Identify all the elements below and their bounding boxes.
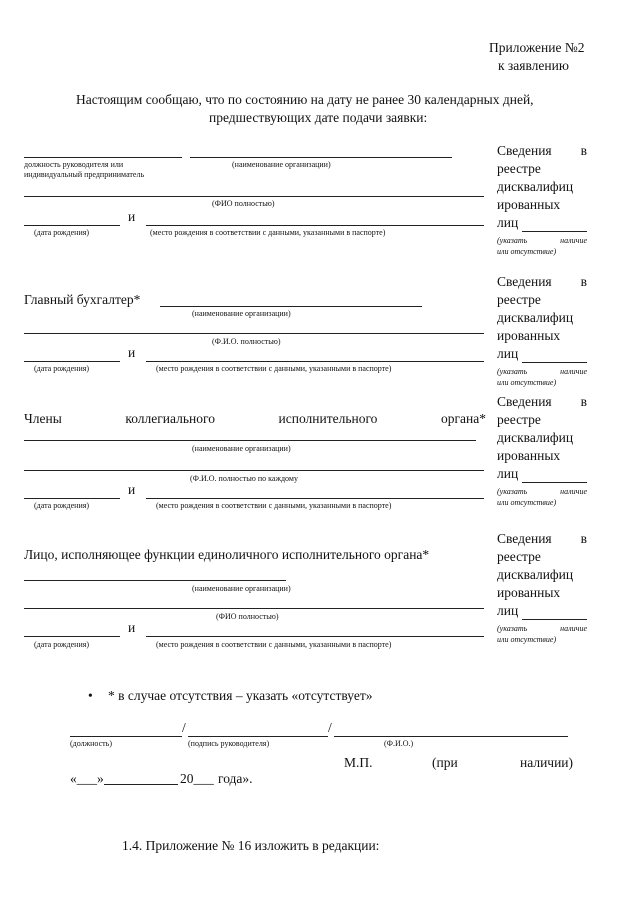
disq-word: в <box>580 531 587 546</box>
fio-field[interactable] <box>24 470 484 471</box>
disq-note: или отсутствие) <box>497 247 557 256</box>
disq-input-line[interactable] <box>522 607 587 620</box>
disq-note: наличие <box>560 624 587 633</box>
organization-caption: (наименование организации) <box>232 160 331 169</box>
disq-word: ированных <box>497 448 561 463</box>
and-label: и <box>128 482 136 497</box>
amendment-text: 1.4. Приложение № 16 изложить в редакции: <box>122 838 380 853</box>
disq-word: Сведения <box>497 274 552 289</box>
disq-word: дисквалифиц <box>497 179 574 194</box>
intro-line-2: предшествующих дате подачи заявки: <box>209 110 428 125</box>
fio-caption: (Ф.И.О. полностью по каждому <box>190 474 298 483</box>
fio-caption: (ФИО полностью) <box>216 612 279 621</box>
collegial-word: Члены <box>24 411 62 426</box>
birth-place-caption: (место рождения в соответствии с данными, указанными в паспорте) <box>156 640 392 649</box>
date-suffix: года». <box>218 771 253 786</box>
disq-word: Сведения <box>497 143 552 158</box>
disq-word: Сведения <box>497 394 552 409</box>
disq-word: Сведения <box>497 531 552 546</box>
sole-executive-label: Лицо, исполняющее функции единоличного исполнительного органа* <box>24 547 430 562</box>
birth-place-field[interactable] <box>146 225 484 226</box>
and-label: и <box>128 209 136 224</box>
disq-input-line[interactable] <box>522 350 587 363</box>
organization-field[interactable] <box>160 306 422 307</box>
birth-place-field[interactable] <box>146 636 484 637</box>
collegial-word: органа* <box>440 411 486 426</box>
birth-place-caption: (место рождения в соответствии с данными, указанными в паспорте) <box>150 228 386 237</box>
position-field[interactable] <box>24 157 182 158</box>
stamp-note-end: наличии) <box>520 755 574 770</box>
appendix-number: Приложение №2 <box>489 40 585 55</box>
disq-word: лиц <box>497 466 519 481</box>
disq-word: ированных <box>497 197 561 212</box>
date-day-field[interactable]: «___» <box>70 771 104 786</box>
fio-caption: (Ф.И.О.) <box>384 739 414 748</box>
signature-field[interactable] <box>188 736 328 737</box>
disq-word: дисквалифиц <box>497 430 574 445</box>
fio-field[interactable] <box>24 333 484 334</box>
disq-input-line[interactable] <box>522 219 587 232</box>
birth-place-caption: (место рождения в соответствии с данными, указанными в паспорте) <box>156 364 392 373</box>
disq-note: наличие <box>560 236 587 245</box>
signer-position-field[interactable] <box>70 736 182 737</box>
birth-date-field[interactable] <box>24 225 120 226</box>
separator-slash: / <box>182 720 186 735</box>
disq-note: (указать <box>497 236 528 245</box>
stamp-note: (при <box>432 755 458 770</box>
birth-date-caption: (дата рождения) <box>34 228 90 237</box>
disq-word: в <box>580 143 587 158</box>
organization-field[interactable] <box>190 157 452 158</box>
and-label: и <box>128 620 136 635</box>
signature-caption: (подпись руководителя) <box>188 739 270 748</box>
disq-block-3 <box>497 393 587 508</box>
chief-accountant-label: Главный бухгалтер* <box>24 292 141 307</box>
disq-block-4 <box>497 530 587 645</box>
disq-word: лиц <box>497 346 519 361</box>
disq-input-line[interactable] <box>522 470 587 483</box>
organization-caption: (наименование организации) <box>192 309 291 318</box>
disq-note: или отсутствие) <box>497 498 557 507</box>
position-caption: (должность) <box>70 739 112 748</box>
disq-word: дисквалифиц <box>497 567 574 582</box>
fio-caption: (ФИО полностью) <box>212 199 275 208</box>
organization-caption: (наименование организации) <box>192 444 291 453</box>
organization-field[interactable] <box>24 580 286 581</box>
disq-note: (указать <box>497 487 528 496</box>
disq-word: лиц <box>497 215 519 230</box>
note-bullet: • <box>88 688 93 703</box>
disq-word: ированных <box>497 585 561 600</box>
fio-field[interactable] <box>24 196 484 197</box>
disq-note: наличие <box>560 367 587 376</box>
signer-fio-field[interactable] <box>334 736 568 737</box>
birth-date-caption: (дата рождения) <box>34 501 90 510</box>
and-label: и <box>128 345 136 360</box>
birth-place-caption: (место рождения в соответствии с данными, указанными в паспорте) <box>156 501 392 510</box>
disq-word: реестре <box>497 292 541 307</box>
collegial-word: исполнительного <box>278 411 378 426</box>
disq-block-2 <box>497 273 587 388</box>
disq-note: наличие <box>560 487 587 496</box>
birth-date-field[interactable] <box>24 361 120 362</box>
disq-note: или отсутствие) <box>497 635 557 644</box>
position-caption-2: индивидуальный предприниматель <box>24 170 145 179</box>
disq-word: дисквалифиц <box>497 310 574 325</box>
date-month-field[interactable] <box>104 784 178 785</box>
disq-note: или отсутствие) <box>497 378 557 387</box>
disq-word: реестре <box>497 412 541 427</box>
collegial-word: коллегиального <box>125 411 215 426</box>
intro-line-1: Настоящим сообщаю, что по состоянию на дату не ранее 30 календарных дней, <box>76 92 534 107</box>
birth-place-field[interactable] <box>146 498 484 499</box>
disq-word: в <box>580 394 587 409</box>
date-year[interactable]: 20___ <box>180 771 214 786</box>
absence-note: * в случае отсутствия – указать «отсутствует» <box>108 688 373 703</box>
disq-word: лиц <box>497 603 519 618</box>
stamp-label: М.П. <box>344 755 373 770</box>
fio-caption: (Ф.И.О. полностью) <box>212 337 281 346</box>
disq-word: в <box>580 274 587 289</box>
disq-note: (указать <box>497 624 528 633</box>
birth-date-field[interactable] <box>24 498 120 499</box>
disq-word: реестре <box>497 161 541 176</box>
collegial-body-label <box>24 411 486 427</box>
disq-word: ированных <box>497 328 561 343</box>
fio-field[interactable] <box>24 608 484 609</box>
birth-date-caption: (дата рождения) <box>34 640 90 649</box>
organization-caption: (наименование организации) <box>192 584 291 593</box>
disq-block-1 <box>497 142 587 257</box>
birth-place-field[interactable] <box>146 361 484 362</box>
organization-field[interactable] <box>24 440 476 441</box>
birth-date-caption: (дата рождения) <box>34 364 90 373</box>
position-caption: должность руководителя или <box>24 160 124 169</box>
appendix-subtitle: к заявлению <box>498 58 569 73</box>
birth-date-field[interactable] <box>24 636 120 637</box>
disq-note: (указать <box>497 367 528 376</box>
disq-word: реестре <box>497 549 541 564</box>
separator-slash: / <box>328 720 332 735</box>
